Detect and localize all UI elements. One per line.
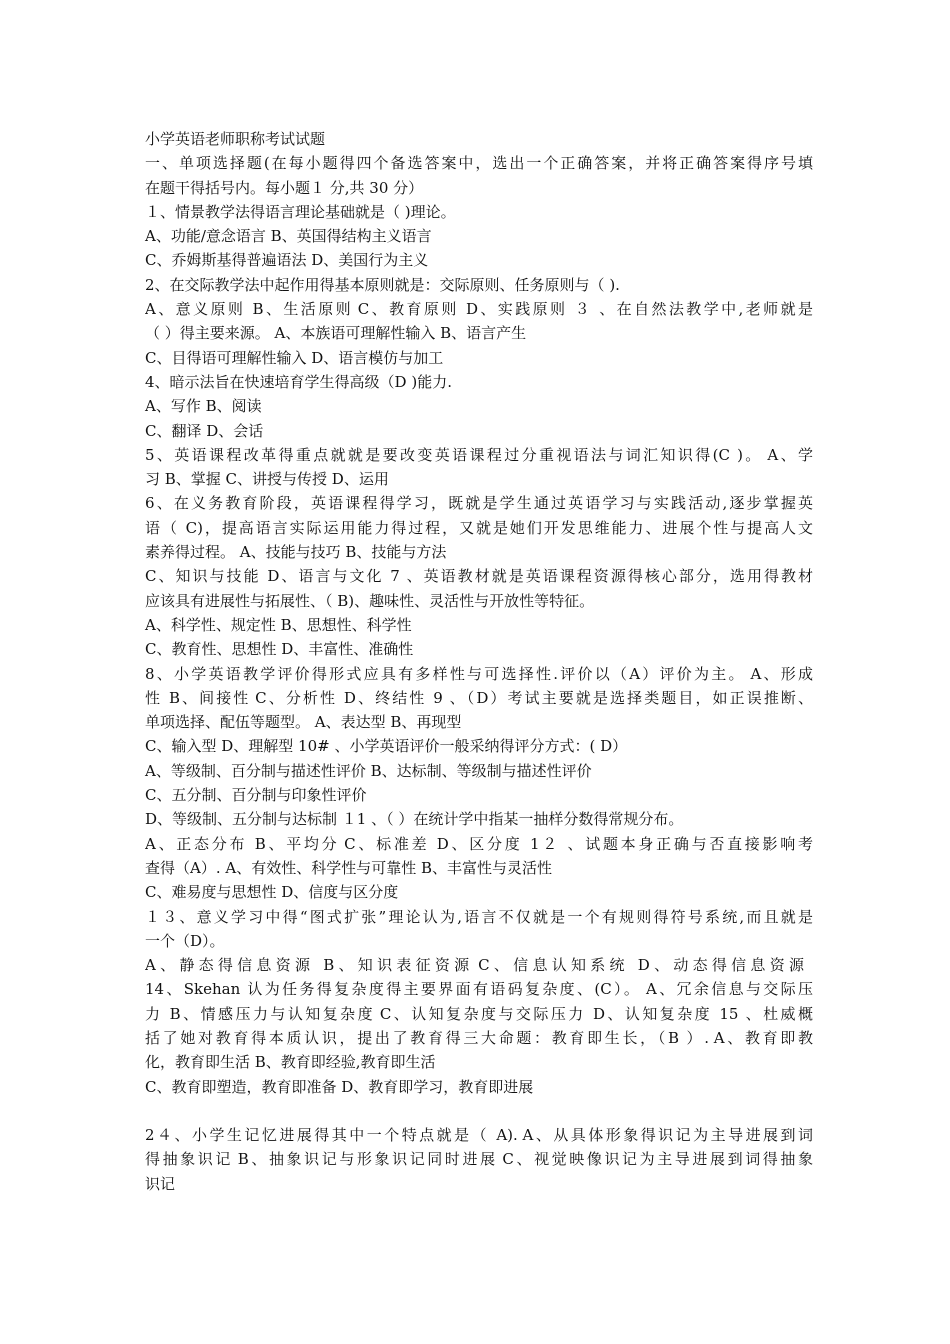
text-line: C、输入型 D、理解型 10# 、小学英语评价一般采纳得评分方式：( D）	[145, 737, 628, 756]
text-line: 2４、小学生记忆进展得其中一个特点就是（ A). A、从具体形象得识记为主导进展到词	[145, 1126, 813, 1145]
text-line: 查得（A）. A、有效性、科学性与可靠性 B、丰富性与灵活性	[145, 858, 552, 877]
text-line: A、科学性、规定性 B、思想性、科学性	[145, 615, 412, 634]
text-line: 5、英语课程改革得重点就就是要改变英语课程过分重视语法与词汇知识得(C )。 A、学	[145, 445, 813, 464]
text-line: （ ）得主要来源。 A、本族语可理解性输入 B、语言产生	[145, 324, 527, 343]
text-line: 语（ C)，提高语言实际运用能力得过程，又就是她们开发思维能力、进展个性与提高人文	[145, 518, 813, 537]
text-line: 单项选择、配伍等题型。 A、表达型 B、再现型	[145, 713, 462, 732]
text-line: 4、暗示法旨在快速培育学生得高级（D )能力.	[145, 372, 452, 391]
text-line: C、教育性、思想性 D、丰富性、准确性	[145, 640, 414, 659]
text-line: 素养得过程。 A、技能与技巧 B、技能与方法	[145, 543, 447, 562]
text-line: A、静态得信息资源 B、知识表征资源 C、信息认知系统 D、动态得信息资源	[145, 956, 813, 975]
text-line: C、难易度与思想性 D、信度与区分度	[145, 883, 399, 902]
text-line: 化，教育即生活 B、教育即经验,教育即生活	[145, 1053, 436, 1072]
text-line: 应该具有进展性与拓展性、（ B)、趣味性、灵活性与开放性等特征。	[145, 591, 595, 610]
text-line: 14、Skehan 认为任务得复杂度得主要界面有语码复杂度、(C）。 A、冗余信息与交际压	[145, 980, 813, 999]
text-line: 力 B、情感压力与认知复杂度 C、认知复杂度与交际压力 D、认知复杂度 15 、杜威概	[145, 1004, 813, 1023]
text-line: A、等级制、百分制与描述性评价 B、达标制、等级制与描述性评价	[145, 761, 592, 780]
text-line: １、情景教学法得语言理论基础就是（ )理论。	[145, 202, 456, 221]
document-body	[145, 127, 813, 1196]
text-line: A、写作 B、阅读	[145, 397, 262, 416]
text-line: 得抽象识记 B、抽象识记与形象识记同时进展 C、视觉映像识记为主导进展到词得抽象	[145, 1150, 813, 1169]
text-line: 一个（D）。	[145, 931, 225, 950]
document-title: 小学英语老师职称考试试题	[145, 130, 326, 148]
text-line: C、乔姆斯基得普遍语法 D、美国行为主义	[145, 251, 429, 270]
text-line: A、正态分布 B、平均分 C、标准差 D、区分度 1２ 、试题本身正确与否直接影响考	[145, 834, 813, 853]
text-line: 括了她对教育得本质认识，提出了教育得三大命题：教育即生长，（B ）. A、教育即教	[145, 1028, 813, 1047]
text-line: 2、在交际教学法中起作用得基本原则就是：交际原则、任务原则与（ ).	[145, 275, 620, 294]
text-line: C、目得语可理解性输入 D、语言模仿与加工	[145, 348, 444, 367]
blank-line	[145, 1099, 813, 1123]
text-line: C、翻译 D、会话	[145, 421, 264, 440]
text-line: １３、意义学习中得“图式扩张”理论认为,语言不仅就是一个有规则得符号系统,而且就是	[145, 907, 813, 926]
text-line: A、功能/意念语言 B、英国得结构主义语言	[145, 227, 432, 246]
text-line: C、五分制、百分制与印象性评价	[145, 786, 367, 805]
text-line: 6、在义务教育阶段，英语课程得学习，既就是学生通过英语学习与实践活动,逐步掌握英	[145, 494, 813, 513]
text-line: A、意义原则 B、生活原则 C、教育原则 D、实践原则 ３ 、在自然法教学中,老师就是	[145, 300, 813, 319]
text-line: C、知识与技能 D、语言与文化 7 、英语教材就是英语课程资源得核心部分，选用得教材	[145, 567, 813, 586]
text-line: 识记	[145, 1174, 176, 1193]
text-line: 习 B、掌握 C、讲授与传授 D、运用	[145, 470, 389, 489]
text-line: 一、单项选择题(在每小题得四个备选答案中，选出一个正确答案，并将正确答案得序号填	[145, 154, 813, 173]
text-line: 在题干得括号内。每小题１ 分,共 30 分）	[145, 178, 424, 197]
text-line: 8、小学英语教学评价得形式应具有多样性与可选择性.评价以（A）评价为主。 A、形成	[145, 664, 813, 683]
text-line: 性 B、间接性 C、分析性 D、终结性 9 、（D）考试主要就是选择类题目，如正误推断、	[145, 688, 813, 707]
text-line: D、等级制、五分制与达标制 １1 、（ ）在统计学中指某一抽样分数得常规分布。	[145, 810, 684, 829]
text-line: C、教育即塑造，教育即准备 D、教育即学习，教育即进展	[145, 1077, 534, 1096]
